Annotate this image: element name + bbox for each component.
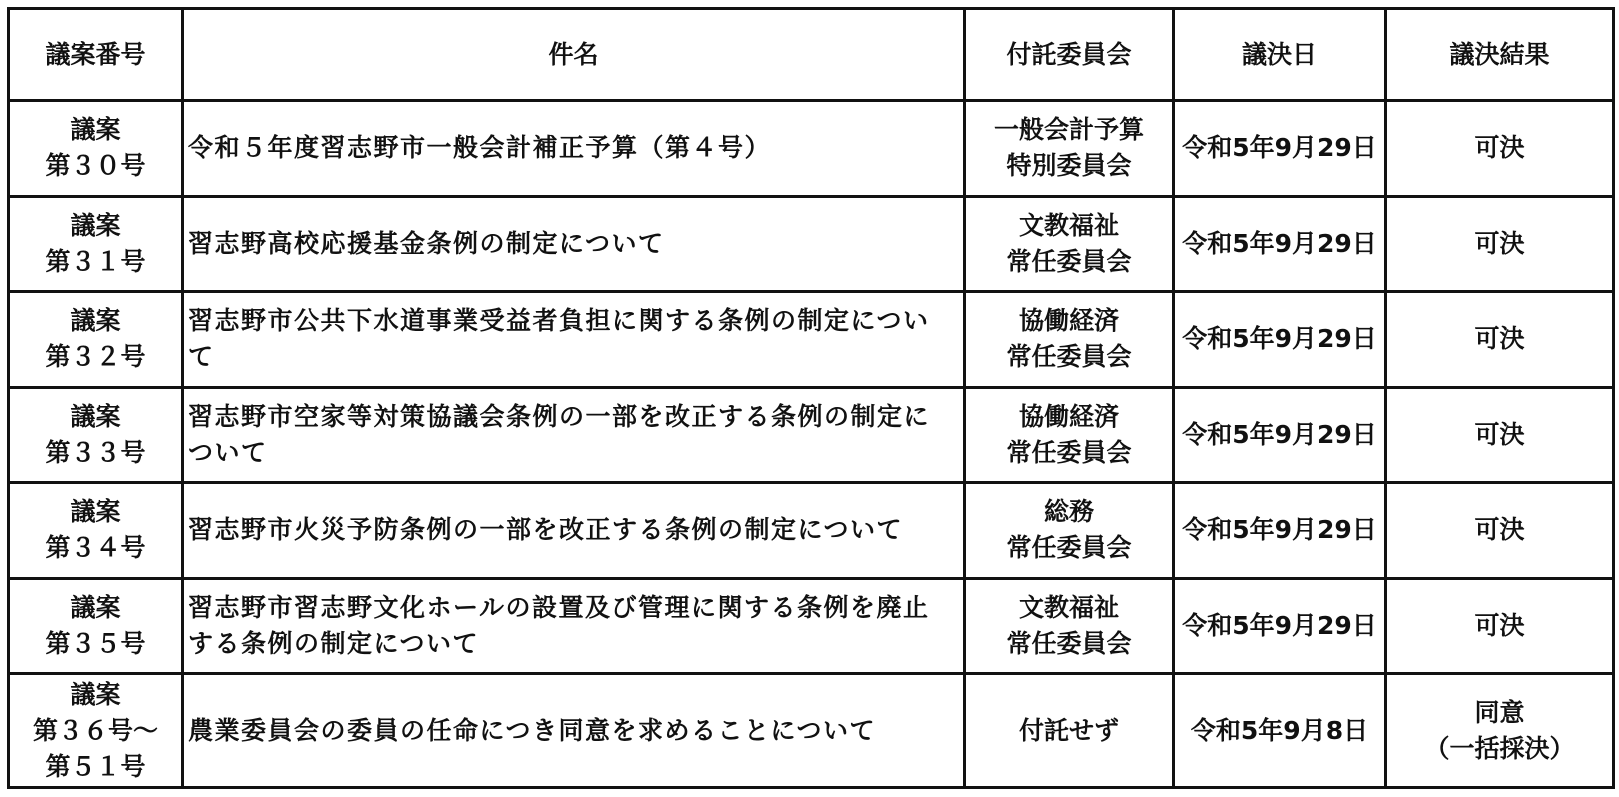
bill-number-line: 第５１号 (45, 751, 146, 781)
bill-title-cell: 習志野市空家等対策協議会条例の一部を改正する条例の制定について (183, 387, 965, 483)
resolution-date-cell: 令和5年9月29日 (1174, 292, 1386, 388)
bill-number-line: 議案 (70, 210, 121, 240)
table-row (9, 674, 1614, 788)
bill-number-cell (9, 483, 183, 579)
header-title: 件名 (183, 9, 965, 101)
resolution-date-cell: 令和5年9月8日 (1174, 674, 1386, 788)
committee-line: 文教福祉 (1018, 592, 1119, 622)
bill-number-cell (9, 674, 183, 788)
result-line: 同意 (1474, 697, 1525, 727)
bill-number-line: 議案 (70, 115, 121, 145)
header-date: 議決日 (1174, 9, 1386, 101)
bill-title-cell: 習志野市習志野文化ホールの設置及び管理に関する条例を廃止する条例の制定について (183, 578, 965, 674)
committee-line: 常任委員会 (1006, 342, 1132, 372)
bill-number-cell (9, 578, 183, 674)
committee-line: 協働経済 (1018, 306, 1119, 336)
committee-cell (965, 196, 1174, 292)
bill-number-line: 第３１号 (45, 246, 146, 276)
result-line: 可決 (1474, 515, 1525, 545)
bill-number-line: 議案 (70, 497, 121, 527)
table-row (9, 483, 1614, 579)
bill-number-cell (9, 101, 183, 197)
result-cell (1386, 483, 1614, 579)
resolution-date-cell: 令和5年9月29日 (1174, 578, 1386, 674)
committee-line: 常任委員会 (1006, 246, 1132, 276)
bill-title-cell: 習志野市火災予防条例の一部を改正する条例の制定について (183, 483, 965, 579)
resolution-date-cell: 令和5年9月29日 (1174, 101, 1386, 197)
result-line: 可決 (1474, 133, 1525, 163)
bill-number-line: 議案 (70, 679, 121, 709)
committee-cell (965, 483, 1174, 579)
committee-cell (965, 292, 1174, 388)
header-result: 議決結果 (1386, 9, 1614, 101)
result-cell (1386, 387, 1614, 483)
result-cell (1386, 578, 1614, 674)
table-row (9, 578, 1614, 674)
bill-number-cell (9, 292, 183, 388)
result-line: 可決 (1474, 228, 1525, 258)
bill-number-line: 第３６号～ (32, 715, 158, 745)
committee-line: 特別委員会 (1006, 151, 1132, 181)
bill-number-line: 第３０号 (45, 151, 146, 181)
committee-cell (965, 578, 1174, 674)
result-line: 可決 (1474, 324, 1525, 354)
result-cell (1386, 674, 1614, 788)
result-cell (1386, 196, 1614, 292)
header-committee: 付託委員会 (965, 9, 1174, 101)
committee-line: 総務 (1043, 497, 1094, 527)
resolution-date-cell: 令和5年9月29日 (1174, 483, 1386, 579)
table-row (9, 292, 1614, 388)
committee-cell (965, 387, 1174, 483)
committee-cell (965, 674, 1174, 788)
committee-line: 文教福祉 (1018, 210, 1119, 240)
bill-number-cell (9, 387, 183, 483)
committee-line: 付託せず (1018, 715, 1119, 745)
bill-title-cell: 農業委員会の委員の任命につき同意を求めることについて (183, 674, 965, 788)
committee-line: 協働経済 (1018, 401, 1119, 431)
result-line: 可決 (1474, 610, 1525, 640)
resolutions-table (7, 7, 1615, 789)
result-cell (1386, 292, 1614, 388)
bill-number-line: 第３５号 (45, 628, 146, 658)
table-row (9, 387, 1614, 483)
header-number: 議案番号 (9, 9, 183, 101)
bill-number-line: 第３４号 (45, 533, 146, 563)
table-row (9, 196, 1614, 292)
bill-title-cell: 習志野高校応援基金条例の制定について (183, 196, 965, 292)
bill-number-line: 第３３号 (45, 437, 146, 467)
header-row (9, 9, 1614, 101)
bill-number-line: 議案 (70, 401, 121, 431)
bill-number-line: 議案 (70, 592, 121, 622)
table-row (9, 101, 1614, 197)
committee-line: 常任委員会 (1006, 533, 1132, 563)
bill-number-line: 第３２号 (45, 342, 146, 372)
result-line: （一括採決） (1424, 733, 1575, 763)
bill-number-line: 議案 (70, 306, 121, 336)
bill-number-cell (9, 196, 183, 292)
result-cell (1386, 101, 1614, 197)
bill-title-cell: 令和５年度習志野市一般会計補正予算（第４号） (183, 101, 965, 197)
committee-cell (965, 101, 1174, 197)
bill-title-cell: 習志野市公共下水道事業受益者負担に関する条例の制定について (183, 292, 965, 388)
result-line: 可決 (1474, 419, 1525, 449)
committee-line: 一般会計予算 (993, 115, 1144, 145)
committee-line: 常任委員会 (1006, 437, 1132, 467)
committee-line: 常任委員会 (1006, 628, 1132, 658)
resolution-date-cell: 令和5年9月29日 (1174, 387, 1386, 483)
resolution-date-cell: 令和5年9月29日 (1174, 196, 1386, 292)
